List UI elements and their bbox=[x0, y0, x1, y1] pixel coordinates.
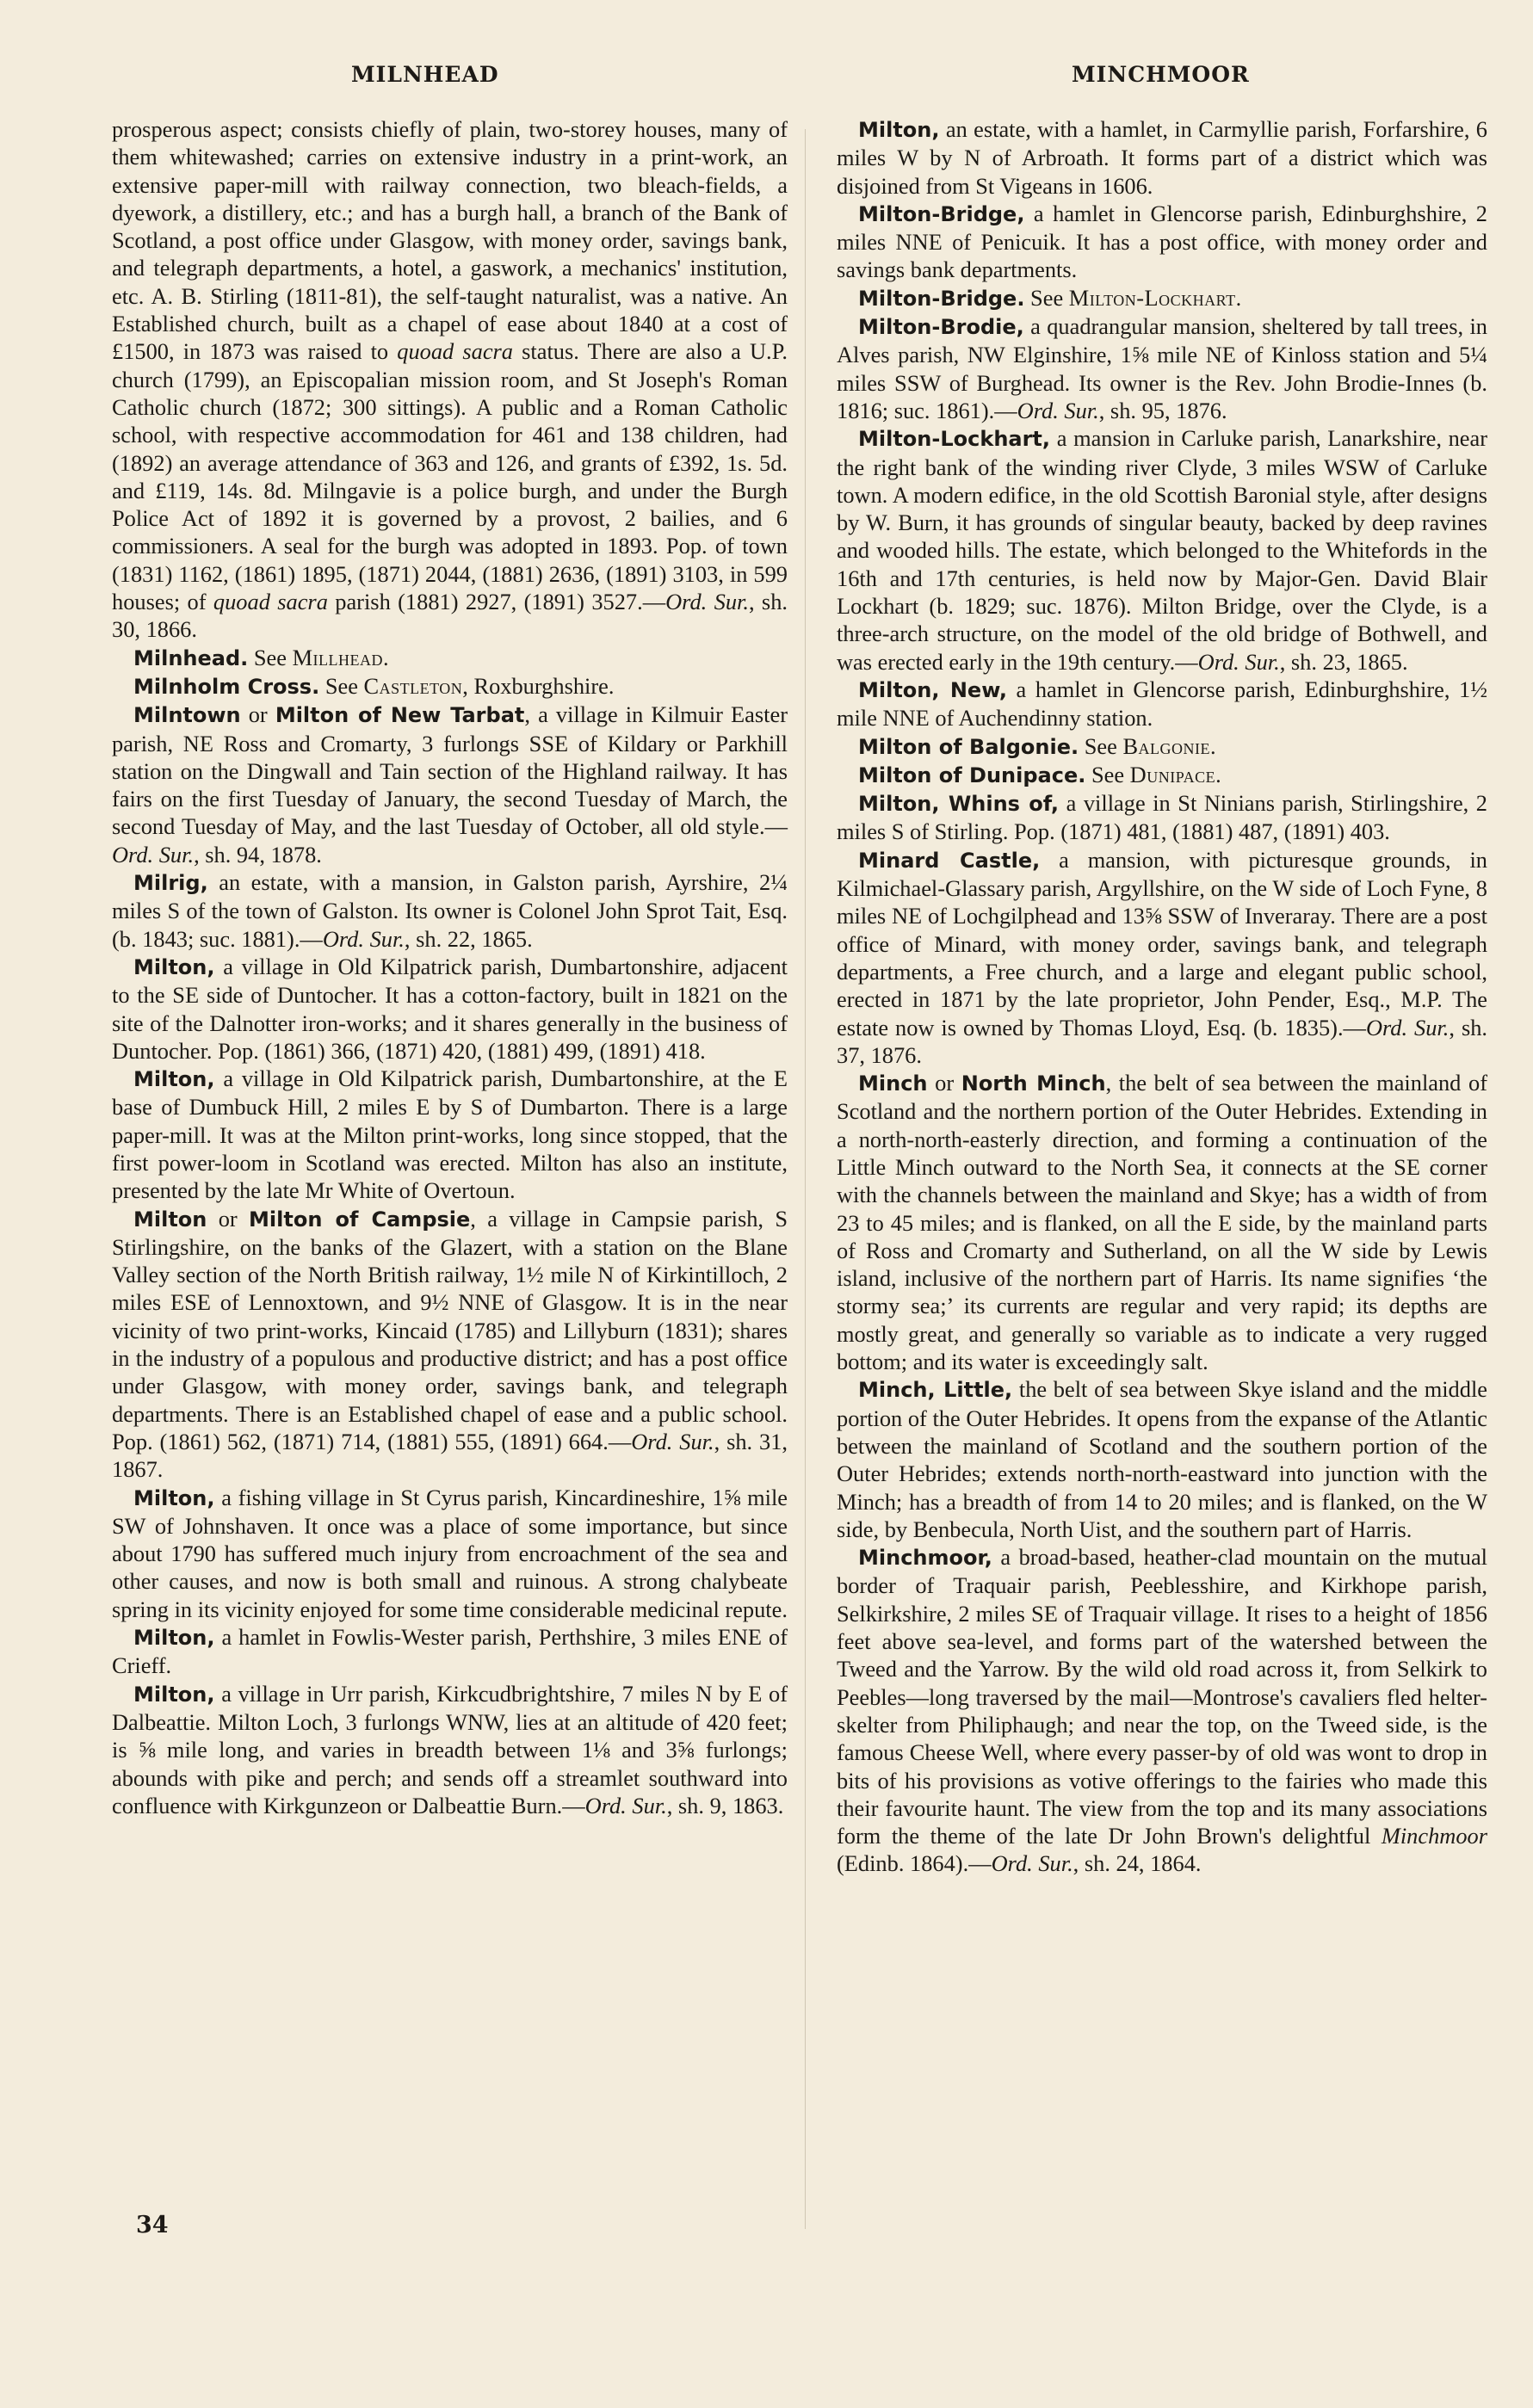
entry-headword: Milton, New, bbox=[858, 677, 1007, 702]
entry-text: a village in Old Kilpatrick parish, Dumbartonshire, at the E base of Dumbuck Hill, 2 miles E by S of Dumbarton. There is a large paper-mill. It was at the Milton print-works, long since stopped, that the first power-loom in Scotland was erected. Milton has also an institute, presented by the late Mr White of Overtoun. bbox=[112, 1065, 788, 1204]
entry-text: the belt of sea between Skye island and the middle portion of the Outer Hebrides. It opens from the expanse of the Atlantic between the mainland of Scotland and the southern portion of the Outer Hebrides; extends north-north-eastward into junction with the Minch; has a breadth of from 14 to 20 miles; and is flanked, on the W side, by Benbecula, North Uist, and the southern part of Harris. bbox=[837, 1376, 1487, 1542]
gazetteer-entry bbox=[837, 284, 1487, 312]
gazetteer-entry bbox=[112, 1680, 788, 1819]
running-head-right: MINCHMOOR bbox=[1072, 62, 1250, 87]
gazetteer-entry bbox=[837, 115, 1487, 200]
entry-headword: Milton bbox=[133, 1207, 207, 1232]
gazetteer-entry bbox=[837, 1543, 1487, 1878]
gazetteer-entry bbox=[837, 789, 1487, 846]
gazetteer-entry bbox=[112, 1484, 788, 1623]
entry-text: or Milton of Campsie, a village in Campsie parish, S Stirlingshire, on the banks of the Glazert, with a station on the Blane Valley section of the North British railway, 1½ mile N of Kirkintilloch, 2 miles ESE of Lennoxtown, and 9½ NNE of Glasgow. It is in the near vicinity of two print-works, Kincaid (1785) and Lillyburn (1831); shares in the industry of a populous and productive district; and has a post office under Glasgow, with money order, savings bank, and telegraph departments. There is an Established chapel of ease and a public school. Pop. (1861) 562, (1871) 714, (1881) 555, (1891) 664.—Ord. Sur., sh. 31, 1867. bbox=[112, 1205, 788, 1483]
gazetteer-entry bbox=[837, 200, 1487, 284]
entry-text: an estate, with a hamlet, in Carmyllie parish, Forfarshire, 6 miles W by N of Arbroath. It forms part of a district which was disjoined from St Vigeans in 1606. bbox=[837, 116, 1487, 199]
entry-text: a fishing village in St Cyrus parish, Kincardineshire, 1⅝ mile SW of Johnshaven. It once was a place of some importance, but since about 1790 has suffered much injury from encroachment of the sea and other causes, and now is both small and ruinous. A strong chalybeate spring in its vicinity enjoyed for some time considerable medicinal repute. bbox=[112, 1484, 788, 1622]
entry-headword: Milton, bbox=[858, 118, 940, 142]
entry-text: a village in Old Kilpatrick parish, Dumbartonshire, adjacent to the SE side of Duntocher. It has a cotton-factory, built in 1821 on the site of the Dalnotter iron-works; and it shares generally in the business of Duntocher. Pop. (1861) 366, (1871) 420, (1881) 499, (1891) 418. bbox=[112, 953, 788, 1064]
gazetteer-entry bbox=[837, 732, 1487, 761]
entry-text: a hamlet in Glencorse parish, Edinburghshire, 1½ mile NNE of Auchendinny station. bbox=[837, 676, 1487, 732]
gazetteer-entry bbox=[112, 868, 788, 953]
entry-text: a mansion in Carluke parish, Lanarkshire, near the right bank of the winding river Clyde, 3 miles WSW of Carluke town. A modern edifice, in the old Scottish Baronial style, after designs by W. Burn, it has grounds of singular beauty, backed by deep ravines and wooded hills. The estate, which belonged to the Whitefords in the 16th and 17th centuries, is held now by Major-Gen. David Blair Lockhart (b. 1829; suc. 1876). Milton Bridge, over the Clyde, is a three-arch structure, on the model of the old bridge of Bothwell, and was erected early in the 19th century.—Ord. Sur., sh. 23, 1865. bbox=[837, 425, 1487, 675]
gazetteer-entry bbox=[837, 846, 1487, 1069]
gazetteer-entry bbox=[112, 115, 788, 644]
entry-text: See Dunipace. bbox=[1085, 761, 1221, 787]
entry-text: an estate, with a mansion, in Galston parish, Ayrshire, 2¼ miles S of the town of Galston. Its owner is Colonel John Sprot Tait, Esq. (b. 1843; suc. 1881).—Ord. Sur., sh. 22, 1865. bbox=[112, 869, 788, 952]
entry-text: See Castleton, Roxburghshire. bbox=[319, 672, 615, 699]
entry-headword: Milton, bbox=[133, 1682, 215, 1707]
entry-text: a mansion, with picturesque grounds, in Kilmichael-Glassary parish, Argyllshire, on the W side of Loch Fyne, 8 miles NE of Lochgilphead and 13⅝ SSW of Inveraray. There are a post office of Minard, with money order, savings bank, and telegraph departments, a Free church, and a large and elegant public school, erected in 1871 by the late proprietor, John Pender, Esq., M.P. The estate now is owned by Thomas Lloyd, Esq. (b. 1835).—Ord. Sur., sh. 37, 1876. bbox=[837, 846, 1488, 1068]
entry-headword: Milton-Bridge, bbox=[858, 201, 1025, 226]
entry-text: prosperous aspect; consists chiefly of plain, two-storey houses, many of them whitewashed; carries on extensive industry in a print-work, an extensive paper-mill with railway connection, two bleach-fields, a dyework, a distillery, etc.; and has a burgh hall, a branch of the Bank of Scotland, a post office under Glasgow, with money order, savings bank, and telegraph departments, a hotel, a gaswork, a mechanics' institution, etc. A. B. Stirling (1811-81), the self-taught naturalist, was a native. An Established church, built as a chapel of ease about 1840 at a cost of £1500, in 1873 was raised to quoad sacra status. There are also a U.P. church (1799), an Episcopalian mission room, and St Joseph's Roman Catholic church (1872; 300 sittings). A public and a Roman Catholic school, with respective accommodation for 461 and 138 children, had (1892) an average attendance of 363 and 126, and grants of £392, 1s. 5d. and £119, 14s. 8d. Milngavie is a police burgh, and under the Burgh Police Act of 1892 it is governed by a provost, 2 bailies, and 6 commissioners. A seal for the burgh was adopted in 1893. Pop. of town (1831) 1162, (1861) 1895, (1871) 2044, (1881) 2636, (1891) 3103, in 599 houses; of quoad sacra parish (1881) 2927, (1891) 3527.—Ord. Sur., sh. 30, 1866. bbox=[112, 116, 788, 643]
page-number: 34 bbox=[136, 2212, 169, 2238]
entry-headword: Milton, bbox=[133, 1485, 215, 1510]
gazetteer-entry bbox=[112, 1623, 788, 1680]
entry-headword: Minch bbox=[858, 1071, 928, 1096]
entry-headword: Milton, Whins of, bbox=[858, 792, 1060, 817]
gazetteer-entry bbox=[112, 644, 788, 672]
entry-text: See Balgonie. bbox=[1079, 732, 1216, 759]
entry-headword: Minchmoor, bbox=[858, 1546, 992, 1571]
entry-headword: Milton-Bridge. bbox=[858, 286, 1025, 311]
entry-headword: Milton-Lockhart, bbox=[858, 427, 1051, 452]
column-divider bbox=[805, 129, 806, 2229]
entry-headword: Minard Castle, bbox=[858, 848, 1041, 873]
entry-headword: Milton of Balgonie. bbox=[858, 734, 1079, 759]
gazetteer-entry bbox=[112, 1205, 788, 1484]
gazetteer-entry bbox=[837, 424, 1487, 676]
entry-headword: Milrig, bbox=[133, 871, 208, 896]
entry-text: a village in St Ninians parish, Stirlingshire, 2 miles S of Stirling. Pop. (1871) 481, (1881) 487, (1891) 403. bbox=[837, 790, 1488, 845]
entry-text: a hamlet in Glencorse parish, Edinburghshire, 2 miles NNE of Penicuik. It has a post office, with money order and savings bank departments. bbox=[837, 200, 1487, 283]
gazetteer-entry bbox=[112, 953, 788, 1065]
entry-text: See Milton-Lockhart. bbox=[1024, 284, 1242, 311]
entry-headword: Milnhead. bbox=[133, 645, 249, 670]
entry-headword: Milton-Brodie, bbox=[858, 315, 1024, 340]
entry-text: a quadrangular mansion, sheltered by tall trees, in Alves parish, NW Elginshire, 1⅝ mile NE of Kinloss station and 5¼ miles SSW of Burghead. Its owner is the Rev. John Brodie-Innes (b. 1816; suc. 1861).—Ord. Sur., sh. 95, 1876. bbox=[837, 313, 1487, 423]
gazetteer-entry bbox=[112, 701, 788, 868]
entry-headword: Milton, bbox=[133, 1067, 215, 1092]
entry-text: or Milton of New Tarbat, a village in Kilmuir Easter parish, NE Ross and Cromarty, 3 furlongs SSE of Kildary or Parkhill station on the Dingwall and Tain section of the Highland railway. It has fairs on the first Tuesday of January, the second Tuesday of March, the second Tuesday of May, and the last Tuesday of October, all old style.—Ord. Sur., sh. 94, 1878. bbox=[112, 701, 788, 867]
entry-text: a broad-based, heather-clad mountain on the mutual border of Traquair parish, Peeblesshire, and Kirkhope parish, Selkirkshire, 2 miles SE of Traquair village. It rises to a height of 1856 feet above sea-level, and forms part of the watershed between the Tweed and the Yarrow. By the wild old road across it, from Selkirk to Peebles—long traversed by the mail—Montrose's cavaliers fled helter-skelter from Philiphaugh; and near the top, on the Tweed side, is the famous Cheese Well, where every passer-by of old was wont to drop in bits of his provisions as votive offerings to the fairies who made this their favourite haunt. The view from the top and its many associations form the theme of the late Dr John Brown's delightful Minchmoor (Edinb. 1864).—Ord. Sur., sh. 24, 1864. bbox=[837, 1544, 1487, 1877]
right-column bbox=[837, 115, 1487, 1878]
gazetteer-entry bbox=[837, 1069, 1487, 1375]
entry-text: See Millhead. bbox=[248, 644, 389, 670]
entry-text: a village in Urr parish, Kirkcudbrightshire, 7 miles N by E of Dalbeattie. Milton Loch, 3 furlongs WNW, lies at an altitude of 420 feet; is ⅝ mile long, and varies in breadth between 1⅛ and 3⅝ furlongs; abounds with pike and perch; and sends off a streamlet southward into confluence with Kirkgunzeon or Dalbeattie Burn.—Ord. Sur., sh. 9, 1863. bbox=[112, 1680, 788, 1818]
entry-headword: Milnholm Cross. bbox=[133, 674, 320, 699]
entry-headword: Milton of Dunipace. bbox=[858, 763, 1086, 787]
gazetteer-entry bbox=[837, 761, 1487, 789]
gazetteer-entry bbox=[112, 672, 788, 701]
entry-text: a hamlet in Fowlis-Wester parish, Perthshire, 3 miles ENE of Crieff. bbox=[112, 1624, 788, 1679]
entry-headword: Milton, bbox=[133, 954, 215, 979]
gazetteer-entry bbox=[837, 676, 1487, 732]
gazetteer-entry bbox=[837, 312, 1487, 424]
gazetteer-entry bbox=[837, 1375, 1487, 1543]
entry-headword: Milntown bbox=[133, 703, 241, 728]
entry-headword: Milton, bbox=[133, 1626, 215, 1651]
gazetteer-entry bbox=[112, 1065, 788, 1204]
running-head-left: MILNHEAD bbox=[351, 62, 499, 87]
entry-text: or North Minch, the belt of sea between the mainland of Scotland and the northern portion of the Outer Hebrides. Extending in a north-north-easterly direction, and forming a continuation of the Little Minch outward to the North Sea, it connects at the SE corner with the channels between the mainland and Skye; has a width of from 23 to 45 miles; and is flanked, on all the E side, by the mainland parts of Ross and Cromarty and Sutherland, on all the W side by Lewis island, inclusive of the northern part of Harris. Its name signifies ‘the stormy sea;’ its currents are regular and very rapid; its depths are mostly great, and generally so variable as to indicate a very rugged bottom; and its water is exceedingly salt. bbox=[837, 1070, 1487, 1375]
left-column bbox=[112, 115, 788, 1819]
entry-headword: Minch, Little, bbox=[858, 1378, 1013, 1403]
